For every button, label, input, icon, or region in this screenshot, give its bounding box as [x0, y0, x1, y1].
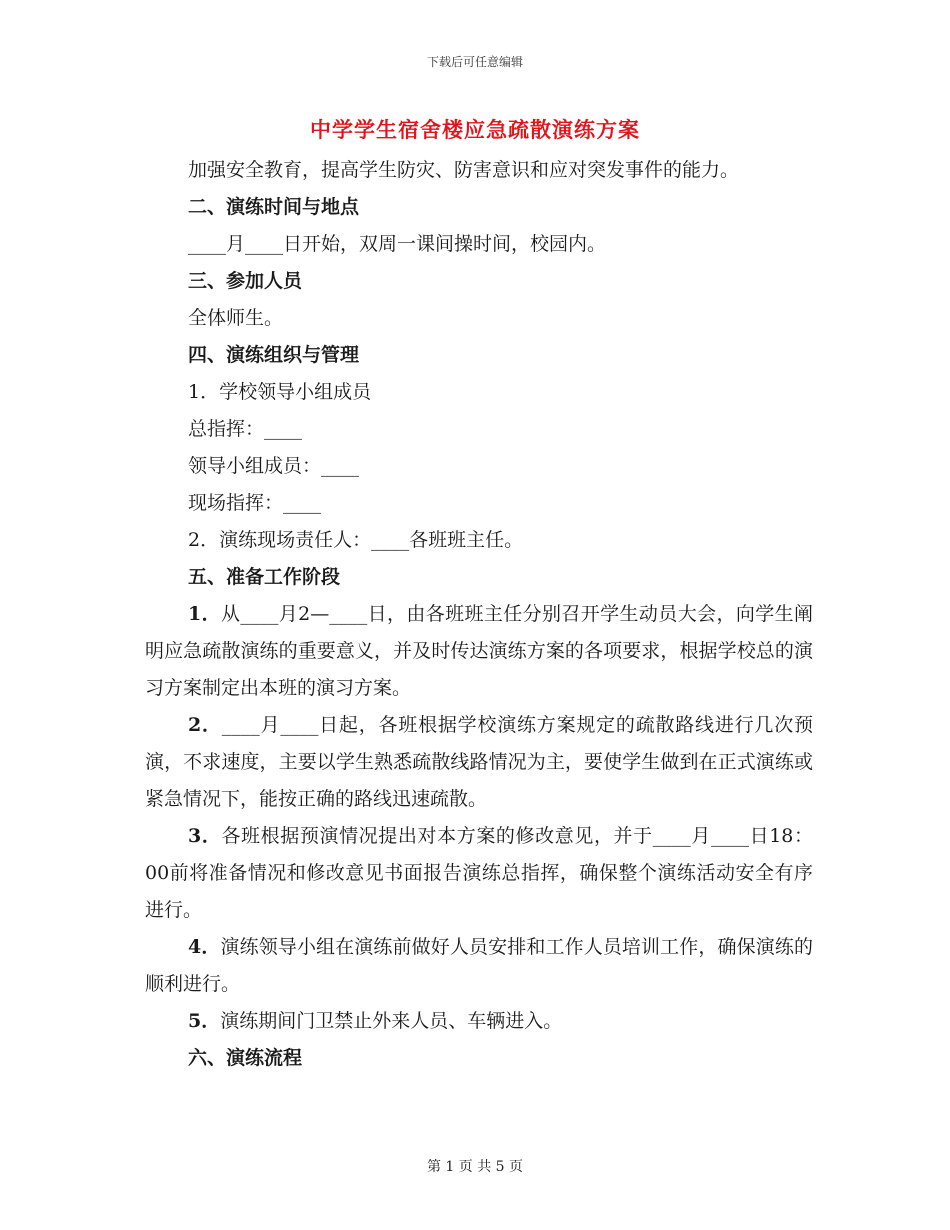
commander-line: 总指挥：____	[188, 418, 303, 440]
paragraph-number: 5．	[188, 1010, 221, 1032]
organization-item-1: 1．学校领导小组成员	[188, 381, 372, 403]
section-heading-preparation: 五、准备工作阶段	[188, 566, 341, 588]
section-heading-process: 六、演练流程	[188, 1047, 303, 1069]
participants-text: 全体师生。	[188, 307, 284, 329]
leader-members-line: 领导小组成员：____	[188, 455, 360, 477]
header-note: 下载后可任意编辑	[426, 55, 523, 69]
paragraph-number: 3．	[188, 825, 222, 847]
preparation-paragraph-4	[145, 929, 813, 1003]
section-heading-time-place: 二、演练时间与地点	[188, 196, 360, 218]
paragraph-number: 2．	[188, 714, 222, 736]
preparation-paragraph-1	[145, 596, 813, 707]
time-place-text: ____月____日开始，双周一课间操时间，校园内。	[188, 233, 607, 255]
page-number-footer: 第 1 页 共 5 页	[426, 1159, 524, 1175]
paragraph-text: ____月____日起，各班根据学校演练方案规定的疏散路线进行几次预演，不求速度，主要以学生熟悉疏散线路情况为主，要使学生做到在正式演练或紧急情况下，能按正确的路线迅速疏散。	[145, 714, 813, 810]
section-heading-organization: 四、演练组织与管理	[188, 344, 360, 366]
organization-item-2: 2．演练现场责任人：____各班班主任。	[188, 529, 524, 551]
intro-line: 加强安全教育，提高学生防灾、防害意识和应对突发事件的能力。	[188, 159, 740, 181]
document-title: 中学学生宿舍楼应急疏散演练方案	[310, 117, 640, 142]
paragraph-text: 从____月2—____日，由各班班主任分别召开学生动员大会，向学生阐明应急疏散演练的重要意义，并及时传达演练方案的各项要求，根据学校总的演习方案制定出本班的演习方案。	[145, 603, 813, 699]
site-commander-line: 现场指挥：____	[188, 492, 322, 514]
document-body	[145, 152, 813, 1077]
section-heading-participants: 三、参加人员	[188, 270, 303, 292]
preparation-paragraph-5	[145, 1003, 813, 1040]
preparation-paragraph-3	[145, 818, 813, 929]
paragraph-text: 演练期间门卫禁止外来人员、车辆进入。	[220, 1010, 563, 1032]
paragraph-number: 4．	[188, 936, 221, 958]
paragraph-number: 1．	[188, 603, 221, 625]
preparation-paragraph-2	[145, 707, 813, 818]
paragraph-text: 演练领导小组在演练前做好人员安排和工作人员培训工作，确保演练的顺利进行。	[145, 936, 813, 995]
paragraph-text: 各班根据预演情况提出对本方案的修改意见，并于____月____日18：00前将准备情况和修改意见书面报告演练总指挥，确保整个演练活动安全有序进行。	[145, 825, 813, 921]
